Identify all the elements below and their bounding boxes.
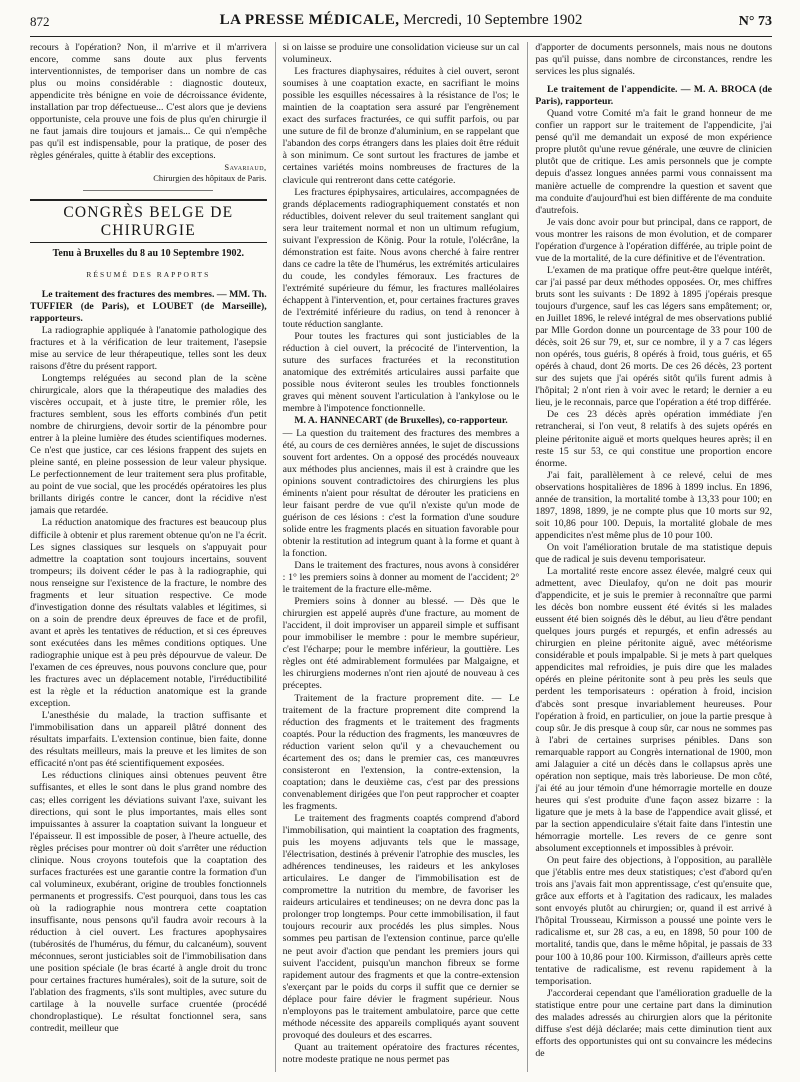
section-heading: M. A. HANNECART (de Bruxelles), co-rapporteur. [294, 415, 508, 427]
paragraph: De ces 23 décès après opération immédiate j'en retrancherai, si l'on veut, 8 relatifs à des sujets opérés en pleine péritonite aiguë et morts quelques heures après; il en reste 15 sur 53, ce qui constitue une proportion encore énorme. [535, 409, 773, 469]
paragraph: La radiographie appliquée à l'anatomie pathologique des fractures et à la vérification de leur traitement, l'asepsie mise au service de leur thérapeutique, telles sont les deux raisons d'être du présent rapport. [30, 324, 267, 372]
section-heading: Le traitement de l'appendicite. — M. A. BROCA (de Paris), rapporteur. [535, 84, 773, 108]
paragraph: On voit l'amélioration brutale de ma statistique depuis que de radical je suis devenu temporisateur. [535, 541, 773, 565]
issue-number: N° 73 [738, 14, 772, 29]
paragraph: Dans le traitement des fractures, nous avons à considérer : 1° les premiers soins à donner au moment de l'accident; 2° le traitement de la fracture elle-même. [282, 560, 520, 596]
issue-date: Mercredi, 10 Septembre 1902 [403, 12, 583, 28]
paragraph: La réduction anatomique des fractures est beaucoup plus difficile à obtenir et plus rarement obtenue qu'on ne l'a écrit. Les signes classiques sur lesquels on s'appuyait pour admettre la coaptation sont toujours incertains, souvent trompeurs; ils doivent céder le pas à la radiographie, qui nous renseigne sur l'existence de la fracture, le nombre des fragments et leur situation respective. Ce mode d'investigation donne des résultats valables et légitimes, si on a soin de prendre deux épreuves de face et de profil, avant et après les tentatives de réduction, et si ces épreuves sont exécutées dans les mêmes conditions optiques. Une radiographie unique est à peu près dépourvue de valeur. De l'examen de ces épreuves, nous pouvons conclure que, pour les fractures avec un déplacement notable, l'irréductibilité est la règle et la réduction anatomique est la grande exception. [30, 517, 267, 710]
section-heading: Le traitement des fractures des membres. — MM. Th. TUFFIER (de Paris), et LOUBET (de Marseille), rapporteurs. [30, 288, 267, 324]
divider [83, 190, 213, 191]
paragraph: Traitement de la fracture proprement dite. — Le traitement de la fracture proprement dite comprend la réduction des fragments et le traitement des fragments coaptés. Pour la réduction des fragments, les manœuvres de réduction varient selon qu'il y a chevauchement ou écartement des os; dans le premier cas, ces manœuvres consisteront en l'extension, la contre-extension, la coaptation; dans le deuxième cas, c'est par des pressions convenablement dirigées que l'on peut rapprocher et coapter les fragments. [282, 692, 520, 812]
column-1 [30, 42, 267, 1072]
paragraph: si on laisse se produire une consolidation vicieuse sur un cal volumineux. [282, 42, 520, 66]
paragraph: Le traitement des fragments coaptés comprend d'abord l'immobilisation, qui maintient la coaptation des fragments, puis les moyens adjuvants tels que le massage, l'électrisation, destinés à prévenir l'atrophie des muscles, les adhérences tendineuses, les raideurs et les ankyloses articulaires. Le danger de l'immobilisation est de compromettre la nutrition du membre, de favoriser les raideurs articulaires et tendineuses; on ne devra donc pas la prolonger trop longtemps. Pour cette immobilisation, il faut toujours recourir aux procédés les plus simples. Nous sommes peu partisan de l'extension continue, parce qu'elle ne peut avoir d'action que pendant les premiers jours qui suivent l'accident, puisqu'un manchon fibreux se forme rapidement autour des fragments et que la contre-extension s'exerçant par le poids du corps il suffit que ce dernier se déplace pour faire dévier le fragment supérieur. Nous n'employons pas le traitement ambulatoire, parce que cette méthode nécessite des appareils compliqués ayant souvent provoqué des douleurs et des escarres. [282, 813, 520, 1041]
column-2 [275, 42, 520, 1072]
summary-label: RÉSUMÉ DES RAPPORTS [86, 269, 211, 279]
paragraph: On peut faire des objections, à l'opposition, au parallèle que j'établis entre mes deux statistiques; c'est d'abord qu'en trois ans j'avais fait mon apprentissage, c'est qu'ensuite que, grâce aux efforts et à l'agitation des radicaux, les malades sont envoyés plutôt au chirurgien; or, quand il est arrivé à l'hôpital Trousseau, Kirmisson a poussé une pointe vers le radicalisme et, sur 28 cas, a eu, en 1898, 50 pour 100 de mortalité, tandis que, dans le même hôpital, je passais de 33 pour 100 à 10,86 pour 100. Kirmisson, d'ailleurs après cette tentative de radicalisme, est revenu rapidement à la temporisation. [535, 855, 773, 987]
article-columns [30, 42, 772, 1072]
page-number: 872 [30, 14, 50, 29]
paragraph: La mortalité reste encore assez élevée, malgré ceux qui admettent, avec Dieulafoy, qu'on ne doit pas mourir d'appendicite, et je suis le premier à reconnaître que parmi les décès bon nombre eussent été évités si les malades eussent été bien soignés dès le début, au lieu d'être pendant quelques jours purgés et repurgés, et enfin adressés au chirurgien en pleine péritonite aiguë, avec météorisme considérable et pouls impalpable. Si je mets à part quelques appendicites mal refroidies, je puis dire que les malades opérés en pleine péritonite sont à peu près les seuls que perdent les temporisateurs : opération à froid, incision d'abcès sont presque invariablement heureuses. Pour l'opération à froid, en particulier, on joue la partie presque à coup sûr. Je dis presque à coup sûr, car nous ne sommes pas à l'abri de certaines surprises pénibles. Dans son remarquable rapport au Congrès international de 1900, mon ami Jalaguier a cité un décès dans le collapsus après une opération non septique, mais très laborieuse. De mon côté, j'ai été au jour témoin d'une hémorragie mortelle en douze heures qui s'est produite d'une façon assez bizarre : la ligature que je mets à la base de l'appendice avait glissé, et par la section appendiculaire s'était faite dans l'intestin une hémorragie mortelle. Les revers de ce genre sont absolument exceptionnels et impossibles à prévoir. [535, 566, 773, 855]
paragraph: Quand votre Comité m'a fait le grand honneur de me confier un rapport sur le traitement de l'appendicite, j'ai pensé qu'il me demandait un exposé de mon expérience propre plutôt qu'une revue générale, une œuvre de clinicien plutôt que de critique. Les amis personnels que je compte depuis d'assez longues années parmi vous connaissent ma manière actuelle de comprendre la question et savent que ma conduite d'aujourd'hui est bien différente de ma conduite d'autrefois. [535, 108, 773, 216]
paragraph: Premiers soins à donner au blessé. — Dès que le chirurgien est appelé auprès d'une fracture, au moment de l'accident, il doit improviser un appareil simple et suffisant pour immobiliser le membre : pour le membre supérieur, c'est l'écharpe; pour le membre inférieur, la gouttière. Les règles ont été admirablement formulées par Malgaigne, et les chirurgiens modernes n'ont rien ajouté de nouveau à ces préceptes. [282, 596, 520, 692]
paragraph: Quant au traitement opératoire des fractures récentes, notre modeste pratique ne nous permet pas [282, 1041, 520, 1065]
paragraph: recours à l'opération? Non, il m'arrive et il m'arrivera encore, comme sans doute aux plus fervents interventionnistes, de temporiser dans un nombre de cas plus ou moins considérable : diagnostic douteux, appendicite très bénigne en voie de décroissance évidente, installation par trop défectueuse... C'est alors que je deviens opportuniste, cela prouve une fois de plus qu'en chirurgie il ne faut jamais dire toujours et jamais... Ce qui n'empêche pas qu'il est indispensable, pour la pratique, de poser des règles générales, quitte à établir des exceptions. [30, 42, 267, 162]
signature-name: Savariaud, [224, 162, 267, 173]
congress-subtitle: Tenu à Bruxelles du 8 au 10 Septembre 1902. [52, 248, 245, 260]
paragraph: L'anesthésie du malade, la traction suffisante et l'immobilisation dans un appareil plâtré donnent des résultats imparfaits. L'extension continue, bien faite, donne des résultats meilleurs, mais la preuve et les limites de son efficacité n'ont pas été scientifiquement exposées. [30, 710, 267, 770]
paragraph: Pour toutes les fractures qui sont justiciables de la réduction à ciel ouvert, la précocité de l'intervention, la suture des surfaces fracturées et la reconstitution anatomique des extrémités articulaires aussi parfaite que possible nous éviteront seules les troubles fonctionnels graves qui mènent souvent l'articulation à l'ankylose ou le membre à l'impotence fonctionnelle. [282, 331, 520, 415]
journal-name: LA PRESSE MÉDICALE, [219, 12, 400, 28]
page-header [30, 12, 772, 37]
signature-title: Chirurgien des hôpitaux de Paris. [153, 173, 267, 184]
paragraph: J'accorderai cependant que l'amélioration graduelle de la statistique entre pour une certaine part dans la diminution des malades adressés au chirurgien alors que la péritonite diffuse s'est déjà déclarée; mais cette diminution tient aux efforts des opportunistes qui ont su convaincre les médecins de [535, 987, 773, 1059]
column-3 [527, 42, 772, 1072]
paragraph: J'ai fait, parallèlement à ce relevé, celui de mes observations hospitalières de 1896 à 1899 inclus. En 1896, année de transition, la mortalité tombe à 13,33 pour 100; en 1897, 1898, 1899, je ne compte plus que 10 morts sur 92, soit 10,86 pour 100. Depuis, la mortalité globale de mes appendicites n'est même plus de 10 pour 100. [535, 469, 773, 541]
paragraph: — La question du traitement des fractures des membres a été, au cours de ces dernières années, le sujet de discussions souvent fort ardentes. On a opposé des procédés nouveaux aux méthodes plus anciennes, mais il est à craindre que les opinions souvent contradictoires des chirurgiens les plus éminents n'aient pour résultat de dérouter les praticiens en leur faisant perdre de vue qu'il n'existe qu'un mode de guérison de ces lésions : c'est la formation d'une soudure solide entre les fragments placés en situation favorable pour obtenir la restitution ad integrum quant à la forme et quant à la fonction. [282, 427, 520, 559]
paragraph: L'examen de ma pratique offre peut-être quelque intérêt, car j'ai passé par deux méthodes opposées. Or, mes chiffres bruts sont les suivants : De 1892 à 1895 j'opérais presque toujours d'urgence, sauf les cas légers sans empâtement; or, en Juillet 1896, le relevé intégral de mes observations publié par Mlle Gordon donne un pourcentage de 33 pour 100 de décès, soit 26 sur 79, et, sur ce nombre, il y a 7 cas légers non opérés, tous guéris, 8 opérés à froid, tous guéris, et 65 opérés à chaud, dont 26 morts. De ces 26 décès, 23 portent sur des sujets que j'ai opérés sitôt qu'ils furent admis à l'hôpital; 2 n'ont rien à voir avec le retard; le dernier a eu lieu, je le reconnais, parce que l'opération a été trop différée. [535, 264, 773, 409]
paragraph: Les réductions cliniques ainsi obtenues peuvent être suffisantes, et elles le sont dans le plus grand nombre des cas; elles corrigent les déviations suivant l'axe, suivant les directions, qui sont le plus importantes, mais elles sont impuissantes à assurer la coaptation suivant la longueur et l'épaisseur. Il est impossible de poser, à l'heure actuelle, des règles précises pour montrer où doit s'arrêter une réduction clinique. Nous croyons toutefois que la coaptation des surfaces fracturées est une garantie contre la formation d'un cal volumineux, exubérant, origine de troubles fonctionnels permanents et progressifs. C'est pourquoi, dans tous les cas où la radiographie nous montrera cette coaptation insuffisante, nous pensons qu'il faudra avoir recours à la réduction à ciel ouvert. Les fractures apophysaires (tubérosités de l'humérus, du fémur, du calcanéum), souvent méconnues, seront justiciables soit de l'immobilisation dans une position spéciale (le bras écarté à angle droit du tronc pour certaines fractures humérales), soit de la suture, soit de l'ablation des fragments, s'ils sont multiples, avec suture du cartilage à la nouvelle surface cruentée (procédé chondroplastique). Le résultat fonctionnel sera, sans contredit, meilleur que [30, 770, 267, 1035]
signature-block [30, 162, 267, 184]
paragraph: Longtemps reléguées au second plan de la scène chirurgicale, alors que la thérapeutique des maladies des viscères occupait, et à juste titre, le premier rôle, les fractures semblent, sous les efforts combinés d'un petit nombre de chirurgiens, devoir sortir de la pénombre pour entrer à la pleine lumière des études scientifiques modernes. Ce n'est que justice, car ces lésions frappent des sujets en pleine santé, en pleine possession de leur valeur physique. Le perfectionnement de leur traitement sera plus profitable, au point de vue social, que les procédés opératoires les plus brillants dirigés contre le cancer, dont la récidive n'est jamais que retardée. [30, 372, 267, 517]
congress-title: CONGRÈS BELGE DE CHIRURGIE [30, 199, 267, 243]
paragraph: Les fractures diaphysaires, réduites à ciel ouvert, seront soumises à une coaptation exacte, en sacrifiant le moins possible les esquilles nécessaires à la résistance de l'os; le maintien de la coaptation sera assuré par l'engrènement exact des surfaces fracturées, ce qui suffit parfois, ou par une suture de fil de bronze d'aluminium, en se rappelant que l'abandon des corps étrangers dans les plaies doit être réduit à son minimum. Ce sont surtout les fractures de jambe et certaines variétés moins nombreuses de fractures de la clavicule qui rentreront dans cette catégorie. [282, 66, 520, 186]
paragraph: Les fractures épiphysaires, articulaires, accompagnées de grands déplacements radiographiquement constatés et non réductibles, doivent relever du seul traitement sanglant qui sera leur traitement normal et non un ultimum refugium, suivant l'expression de König. Pour la rotule, l'olécrâne, la démonstration est faite. Nous avons cherché à faire rentrer dans ce cadre la tête de l'humérus, les extrémités articulaires du coude, les condyles fémoraux. Les fractures de l'extrémité supérieure du fémur, les fractures malléolaires échappent à l'intervention, et, pour certaines fractures graves de l'extrémité inférieure du radius, on tend à renoncer à toute réduction sanglante. [282, 186, 520, 331]
running-title [30, 12, 772, 29]
paragraph: d'apporter de documents personnels, mais nous ne doutons pas qu'il puisse, dans nombre de circonstances, rendre les services les plus signalés. [535, 42, 773, 78]
paragraph: Je vais donc avoir pour but principal, dans ce rapport, de vous montrer les raisons de mon évolution, et de comparer l'opération d'urgence à l'opération différée, au triple point de vue de la mortalité, de la cure définitive et de l'éventration. [535, 216, 773, 264]
